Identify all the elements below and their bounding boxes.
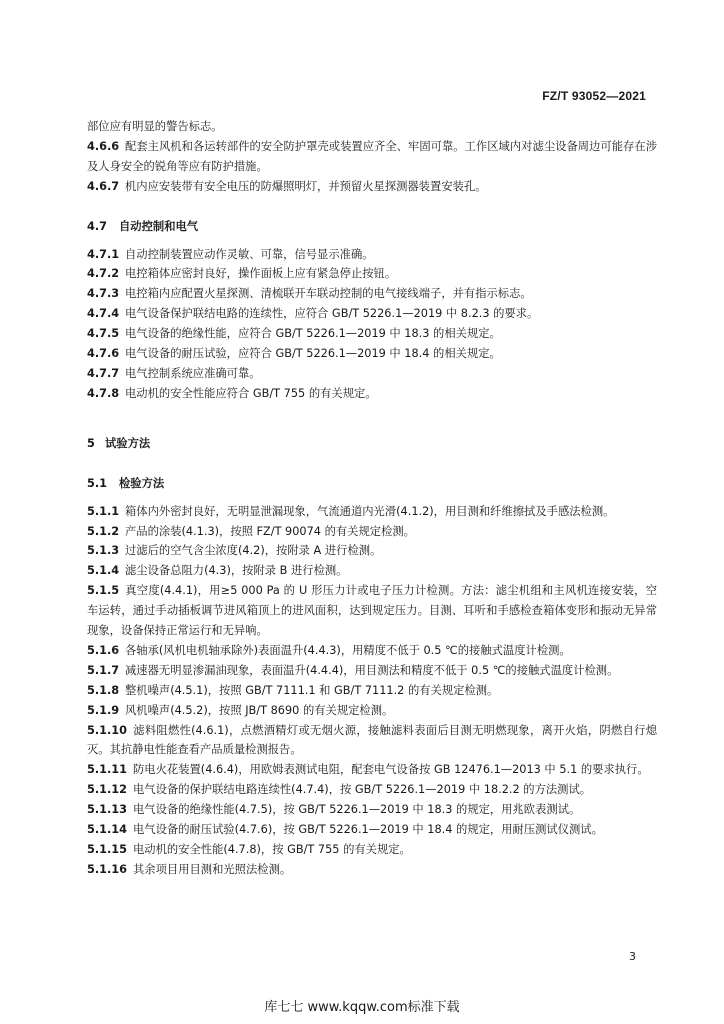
section-heading [87,217,657,237]
clause-number: 5.1.11 [87,763,128,777]
spacer [87,404,657,434]
page-number: 3 [629,950,636,963]
clause-paragraph [87,502,657,522]
clause-text: 自动控制装置应动作灵敏、可靠，信号显示准确。 [125,247,374,261]
clause-number: 4.7.7 [87,366,120,380]
clause-paragraph [87,561,657,581]
clause-number: 4.7.6 [87,347,120,361]
clause-text: 电气设备的绝缘性能，应符合 GB/T 5226.1—2019 中 18.3 的相关规定。 [125,327,501,341]
clause-text: 电气设备的保护联结电路连续性(4.7.4)，按 GB/T 5226.1—2019 中 18.2.2 的方法测试。 [133,783,592,797]
clause-paragraph [87,661,657,681]
clause-number: 5.1.5 [87,584,120,598]
clause-text: 过滤后的空气含尘浓度(4.2)，按附录 A 进行检测。 [125,544,382,558]
clause-paragraph [87,860,657,880]
clause-paragraph [87,760,657,780]
clause-text: 自动控制和电气 [119,219,199,233]
clause-number: 4.7.5 [87,327,120,341]
clause-text: 防电火花装置(4.6.4)，用欧姆表测试电阻，配套电气设备按 GB 12476.1—2013 中 5.1 的要求执行。 [133,763,649,777]
clause-paragraph [87,245,657,265]
clause-text: 其余项目用目测和光照法检测。 [133,862,292,876]
spacer [87,494,657,502]
clause-paragraph [87,780,657,800]
clause-text: 配套主风机和各运转部件的安全防护罩壳或装置应齐全、牢固可靠。工作区域内对滤尘设备周边可能存在涉及人身安全的锐角等应有防护措施。 [87,139,657,173]
footer-watermark: 库七七 www.kqqw.com标准下载 [264,1000,460,1015]
clause-number: 5.1.9 [87,703,120,717]
clause-number: 4.7.1 [87,247,120,261]
clause-text: 减速器无明显渗漏油现象，表面温升(4.4.4)，用目测法和精度不低于 0.5 ℃的接触式温度计检测。 [125,663,619,677]
section-heading [87,434,657,454]
document-body [87,117,657,880]
clause-paragraph [87,177,657,197]
clause-number: 5.1.8 [87,683,120,697]
spacer [87,197,657,217]
clause-text: 电控箱内应配置火星探测、清梳联开车联动控制的电气接线端子，并有指示标志。 [125,287,532,301]
clause-paragraph [87,304,657,324]
clause-text: 风机噪声(4.5.2)，按照 JB/T 8690 的有关规定检测。 [125,703,394,717]
clause-paragraph [87,581,657,641]
clause-text: 滤料阻燃性(4.6.1)，点燃酒精灯或无烟火源，接触滤料表面后目测无明燃现象，离开火焰，阴燃自行熄灭。其抗静电性能查看产品质量检测报告。 [87,723,657,757]
clause-number: 4.6.6 [87,139,120,153]
clause-paragraph [87,324,657,344]
section-heading [87,474,657,494]
clause-number: 5 [87,436,95,450]
spacer [87,237,657,245]
clause-text: 电气设备保护联结电路的连续性，应符合 GB/T 5226.1—2019 中 8.2.3 的要求。 [125,307,539,321]
clause-paragraph [87,344,657,364]
clause-number: 5.1.12 [87,783,128,797]
clause-number: 4.7.3 [87,287,120,301]
clause-number: 5.1.14 [87,823,128,837]
clause-paragraph [87,137,657,177]
clause-number: 5.1 [87,476,108,490]
clause-text: 试验方法 [105,436,151,450]
clause-paragraph [87,384,657,404]
clause-text: 电动机的安全性能(4.7.8)，按 GB/T 755 的有关规定。 [133,843,411,856]
clause-text: 检验方法 [119,476,165,490]
clause-text: 机内应安装带有安全电压的防爆照明灯，并预留火星探测器装置安装孔。 [125,179,487,193]
clause-number: 5.1.7 [87,663,120,677]
clause-number: 5.1.6 [87,643,120,657]
clause-number: 5.1.2 [87,524,120,538]
clause-text: 真空度(4.4.1)，用≥5 000 Pa 的 U 形压力计或电子压力计检测。方法：滤尘机组和主风机连接安装，空车运转，通过手动插板调节进风箱顶上的进风面积，达到规定压力。目测、耳听和手感检查箱体变形和振动无异常现象，设备保持正常运行和无异响。 [87,584,657,638]
clause-text: 各轴承(风机电机轴承除外)表面温升(4.4.3)，用精度不低于 0.5 ℃的接触式温度计检测。 [125,643,571,657]
clause-number: 5.1.4 [87,564,120,578]
clause-number: 4.7.4 [87,307,120,321]
clause-paragraph [87,820,657,840]
clause-paragraph [87,284,657,304]
clause-number: 5.1.15 [87,843,128,856]
clause-paragraph [87,701,657,721]
clause-number: 5.1.10 [87,723,128,737]
clause-paragraph [87,264,657,284]
clause-text: 电气设备的耐压试验，应符合 GB/T 5226.1—2019 中 18.4 的相关规定。 [125,347,501,361]
clause-number: 4.7.2 [87,267,120,281]
clause-number: 5.1.3 [87,544,120,558]
clause-text: 产品的涂装(4.1.3)，按照 FZ/T 90074 的有关规定检测。 [125,524,415,538]
clause-paragraph [87,721,657,761]
clause-text: 整机噪声(4.5.1)，按照 GB/T 7111.1 和 GB/T 7111.2 的有关规定检测。 [125,683,499,697]
clause-number: 5.1.1 [87,504,120,518]
clause-text: 电控箱体应密封良好，操作面板上应有紧急停止按钮。 [125,267,397,281]
clause-number: 5.1.16 [87,862,128,876]
clause-text: 电气设备的绝缘性能(4.7.5)，按 GB/T 5226.1—2019 中 18.3 的规定，用兆欧表测试。 [133,803,581,817]
clause-paragraph [87,541,657,561]
clause-paragraph [87,364,657,384]
clause-paragraph [87,840,657,860]
clause-paragraph [87,641,657,661]
clause-text: 箱体内外密封良好，无明显泄漏现象，气流通道内光滑(4.1.2)，用目测和纤维擦拭及手感法检测。 [125,504,615,518]
clause-text: 电气控制系统应准确可靠。 [125,366,261,380]
clause-paragraph [87,800,657,820]
standard-code: FZ/T 93052—2021 [542,89,646,103]
clause-text: 电气设备的耐压试验(4.7.6)，按 GB/T 5226.1—2019 中 18.4 的规定，用耐压测试仪测试。 [133,823,603,837]
clause-text: 滤尘设备总阻力(4.3)，按附录 B 进行检测。 [125,564,348,578]
clause-paragraph [87,117,657,137]
clause-text: 电动机的安全性能应符合 GB/T 755 的有关规定。 [125,386,377,400]
clause-paragraph [87,681,657,701]
clause-number: 4.6.7 [87,179,120,193]
clause-number: 4.7 [87,219,108,233]
clause-paragraph [87,522,657,542]
clause-text: 部位应有明显的警告标志。 [87,120,223,133]
spacer [87,454,657,474]
clause-number: 4.7.8 [87,386,120,400]
clause-number: 5.1.13 [87,803,128,817]
